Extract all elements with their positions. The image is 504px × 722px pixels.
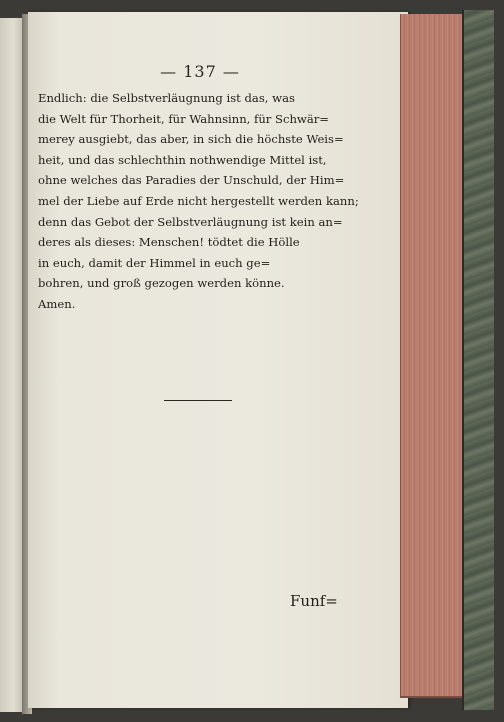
text-line: merey ausgiebt, das aber, in sich die höchste Weis= (38, 132, 344, 147)
text-line: denn das Gebot der Selbstverläugnung ist kein an= (38, 214, 343, 229)
text-line: ohne welches das Paradies der Unschuld, der Him= (38, 173, 345, 188)
text-line: die Welt für Thorheit, für Wahnsinn, für Schwär= (38, 111, 330, 126)
text-line: mel der Liebe auf Erde nicht hergestellt werden kann; (38, 193, 359, 208)
page-block-edges (400, 14, 465, 698)
facing-page-edge (0, 18, 23, 712)
text-line: heit, und das schlechthin nothwendige Mittel ist, (38, 152, 327, 167)
book-cover (462, 10, 494, 710)
page-number: — 137 — (160, 62, 240, 81)
text-line: deres als dieses: Menschen! tödtet die Hölle (38, 235, 300, 250)
text-line: Amen. (38, 296, 76, 311)
text-line: bohren, und groß gezogen werden könne. (38, 276, 285, 291)
section-divider-rule (164, 400, 232, 401)
text-line: Endlich: die Selbstverläugnung ist das, was (38, 91, 295, 105)
body-text (38, 88, 359, 315)
text-line: in euch, damit der Himmel in euch ge= (38, 255, 271, 270)
catchword: Funf= (290, 592, 338, 610)
